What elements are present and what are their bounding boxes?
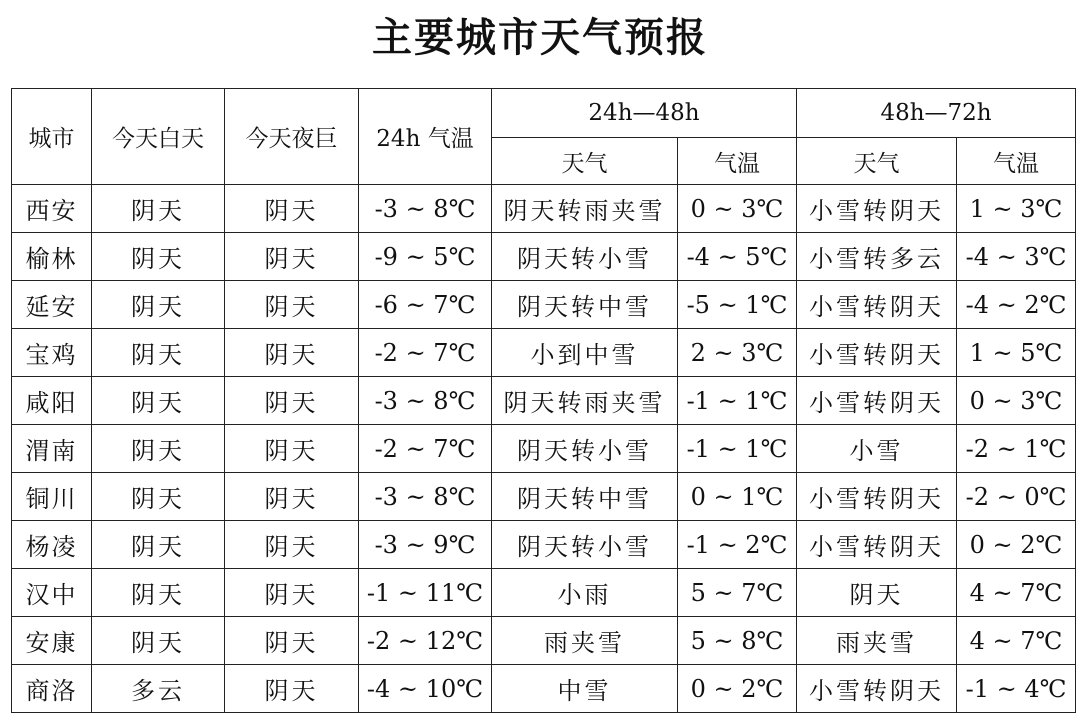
temp-24h-cell: -1 ~ 11℃ bbox=[359, 569, 492, 617]
city-cell: 咸阳 bbox=[12, 377, 92, 425]
table-row bbox=[12, 425, 1076, 473]
header-weather-48h: 天气 bbox=[492, 138, 678, 185]
temp-48h-cell: -1 ~ 2℃ bbox=[678, 521, 797, 569]
today-night-cell: 阴天 bbox=[225, 233, 359, 281]
weather-48h-cell: 阴天转中雪 bbox=[492, 473, 678, 521]
temp-48h-cell: 5 ~ 7℃ bbox=[678, 569, 797, 617]
weather-72h-cell: 小雪转阴天 bbox=[797, 665, 957, 713]
table-row bbox=[12, 233, 1076, 281]
header-temp-48h: 气温 bbox=[678, 138, 797, 185]
today-night-cell: 阴天 bbox=[225, 329, 359, 377]
temp-24h-cell: -3 ~ 9℃ bbox=[359, 521, 492, 569]
weather-48h-cell: 阴天转小雪 bbox=[492, 425, 678, 473]
city-cell: 榆林 bbox=[12, 233, 92, 281]
today-night-cell: 阴天 bbox=[225, 425, 359, 473]
city-cell: 延安 bbox=[12, 281, 92, 329]
forecast-table bbox=[11, 88, 1076, 713]
weather-48h-cell: 中雪 bbox=[492, 665, 678, 713]
table-row bbox=[12, 569, 1076, 617]
temp-72h-cell: -2 ~ 0℃ bbox=[957, 473, 1076, 521]
today-day-cell: 阴天 bbox=[92, 617, 225, 665]
temp-24h-cell: -6 ~ 7℃ bbox=[359, 281, 492, 329]
today-night-cell: 阴天 bbox=[225, 281, 359, 329]
weather-48h-cell: 小雨 bbox=[492, 569, 678, 617]
temp-24h-cell: -3 ~ 8℃ bbox=[359, 377, 492, 425]
header-weather-72h: 天气 bbox=[797, 138, 957, 185]
today-night-cell: 阴天 bbox=[225, 377, 359, 425]
temp-48h-cell: -1 ~ 1℃ bbox=[678, 377, 797, 425]
temp-24h-cell: -3 ~ 8℃ bbox=[359, 185, 492, 233]
header-today-night: 今天夜巨 bbox=[225, 89, 359, 185]
today-day-cell: 阴天 bbox=[92, 425, 225, 473]
temp-72h-cell: 0 ~ 3℃ bbox=[957, 377, 1076, 425]
table-row bbox=[12, 185, 1076, 233]
temp-24h-cell: -2 ~ 12℃ bbox=[359, 617, 492, 665]
table-row bbox=[12, 617, 1076, 665]
temp-48h-cell: 0 ~ 3℃ bbox=[678, 185, 797, 233]
temp-24h-cell: -2 ~ 7℃ bbox=[359, 425, 492, 473]
header-temp-24h: 24h 气温 bbox=[359, 89, 492, 185]
table-row bbox=[12, 665, 1076, 713]
header-period-48-72h: 48h—72h bbox=[797, 89, 1076, 138]
weather-72h-cell: 小雪 bbox=[797, 425, 957, 473]
weather-72h-cell: 小雪转多云 bbox=[797, 233, 957, 281]
forecast-body bbox=[12, 185, 1076, 713]
today-day-cell: 阴天 bbox=[92, 233, 225, 281]
temp-72h-cell: 4 ~ 7℃ bbox=[957, 617, 1076, 665]
today-day-cell: 阴天 bbox=[92, 377, 225, 425]
today-day-cell: 阴天 bbox=[92, 329, 225, 377]
city-cell: 杨凌 bbox=[12, 521, 92, 569]
temp-48h-cell: 2 ~ 3℃ bbox=[678, 329, 797, 377]
weather-72h-cell: 小雪转阴天 bbox=[797, 473, 957, 521]
temp-48h-cell: -4 ~ 5℃ bbox=[678, 233, 797, 281]
weather-48h-cell: 雨夹雪 bbox=[492, 617, 678, 665]
temp-72h-cell: -4 ~ 3℃ bbox=[957, 233, 1076, 281]
temp-72h-cell: -1 ~ 4℃ bbox=[957, 665, 1076, 713]
today-day-cell: 阴天 bbox=[92, 569, 225, 617]
table-row bbox=[12, 473, 1076, 521]
temp-48h-cell: -5 ~ 1℃ bbox=[678, 281, 797, 329]
today-day-cell: 阴天 bbox=[92, 521, 225, 569]
today-night-cell: 阴天 bbox=[225, 617, 359, 665]
temp-24h-cell: -9 ~ 5℃ bbox=[359, 233, 492, 281]
temp-48h-cell: 5 ~ 8℃ bbox=[678, 617, 797, 665]
city-cell: 铜川 bbox=[12, 473, 92, 521]
table-row bbox=[12, 377, 1076, 425]
today-day-cell: 阴天 bbox=[92, 185, 225, 233]
today-night-cell: 阴天 bbox=[225, 185, 359, 233]
city-cell: 渭南 bbox=[12, 425, 92, 473]
temp-72h-cell: -4 ~ 2℃ bbox=[957, 281, 1076, 329]
temp-72h-cell: 1 ~ 3℃ bbox=[957, 185, 1076, 233]
weather-72h-cell: 小雪转阴天 bbox=[797, 185, 957, 233]
today-day-cell: 多云 bbox=[92, 665, 225, 713]
today-day-cell: 阴天 bbox=[92, 473, 225, 521]
weather-48h-cell: 阴天转中雪 bbox=[492, 281, 678, 329]
table-row bbox=[12, 521, 1076, 569]
weather-72h-cell: 阴天 bbox=[797, 569, 957, 617]
temp-72h-cell: 0 ~ 2℃ bbox=[957, 521, 1076, 569]
weather-48h-cell: 阴天转小雪 bbox=[492, 521, 678, 569]
temp-72h-cell: 1 ~ 5℃ bbox=[957, 329, 1076, 377]
temp-72h-cell: -2 ~ 1℃ bbox=[957, 425, 1076, 473]
weather-72h-cell: 小雪转阴天 bbox=[797, 329, 957, 377]
temp-72h-cell: 4 ~ 7℃ bbox=[957, 569, 1076, 617]
page-title: 主要城市天气预报 bbox=[372, 14, 708, 61]
weather-72h-cell: 小雪转阴天 bbox=[797, 377, 957, 425]
header-period-24-48h: 24h—48h bbox=[492, 89, 797, 138]
weather-48h-cell: 阴天转雨夹雪 bbox=[492, 377, 678, 425]
temp-48h-cell: 0 ~ 2℃ bbox=[678, 665, 797, 713]
today-night-cell: 阴天 bbox=[225, 665, 359, 713]
weather-72h-cell: 雨夹雪 bbox=[797, 617, 957, 665]
header-city: 城市 bbox=[12, 89, 92, 185]
today-night-cell: 阴天 bbox=[225, 473, 359, 521]
header-temp-72h: 气温 bbox=[957, 138, 1076, 185]
today-night-cell: 阴天 bbox=[225, 569, 359, 617]
temp-48h-cell: -1 ~ 1℃ bbox=[678, 425, 797, 473]
city-cell: 安康 bbox=[12, 617, 92, 665]
weather-48h-cell: 阴天转小雪 bbox=[492, 233, 678, 281]
today-day-cell: 阴天 bbox=[92, 281, 225, 329]
temp-48h-cell: 0 ~ 1℃ bbox=[678, 473, 797, 521]
today-night-cell: 阴天 bbox=[225, 521, 359, 569]
header-today-day: 今天白天 bbox=[92, 89, 225, 185]
temp-24h-cell: -3 ~ 8℃ bbox=[359, 473, 492, 521]
temp-24h-cell: -4 ~ 10℃ bbox=[359, 665, 492, 713]
weather-72h-cell: 小雪转阴天 bbox=[797, 521, 957, 569]
weather-48h-cell: 小到中雪 bbox=[492, 329, 678, 377]
city-cell: 商洛 bbox=[12, 665, 92, 713]
temp-24h-cell: -2 ~ 7℃ bbox=[359, 329, 492, 377]
city-cell: 汉中 bbox=[12, 569, 92, 617]
city-cell: 宝鸡 bbox=[12, 329, 92, 377]
weather-48h-cell: 阴天转雨夹雪 bbox=[492, 185, 678, 233]
table-row bbox=[12, 329, 1076, 377]
weather-72h-cell: 小雪转阴天 bbox=[797, 281, 957, 329]
city-cell: 西安 bbox=[12, 185, 92, 233]
table-row bbox=[12, 281, 1076, 329]
header-row-top bbox=[12, 89, 1076, 138]
